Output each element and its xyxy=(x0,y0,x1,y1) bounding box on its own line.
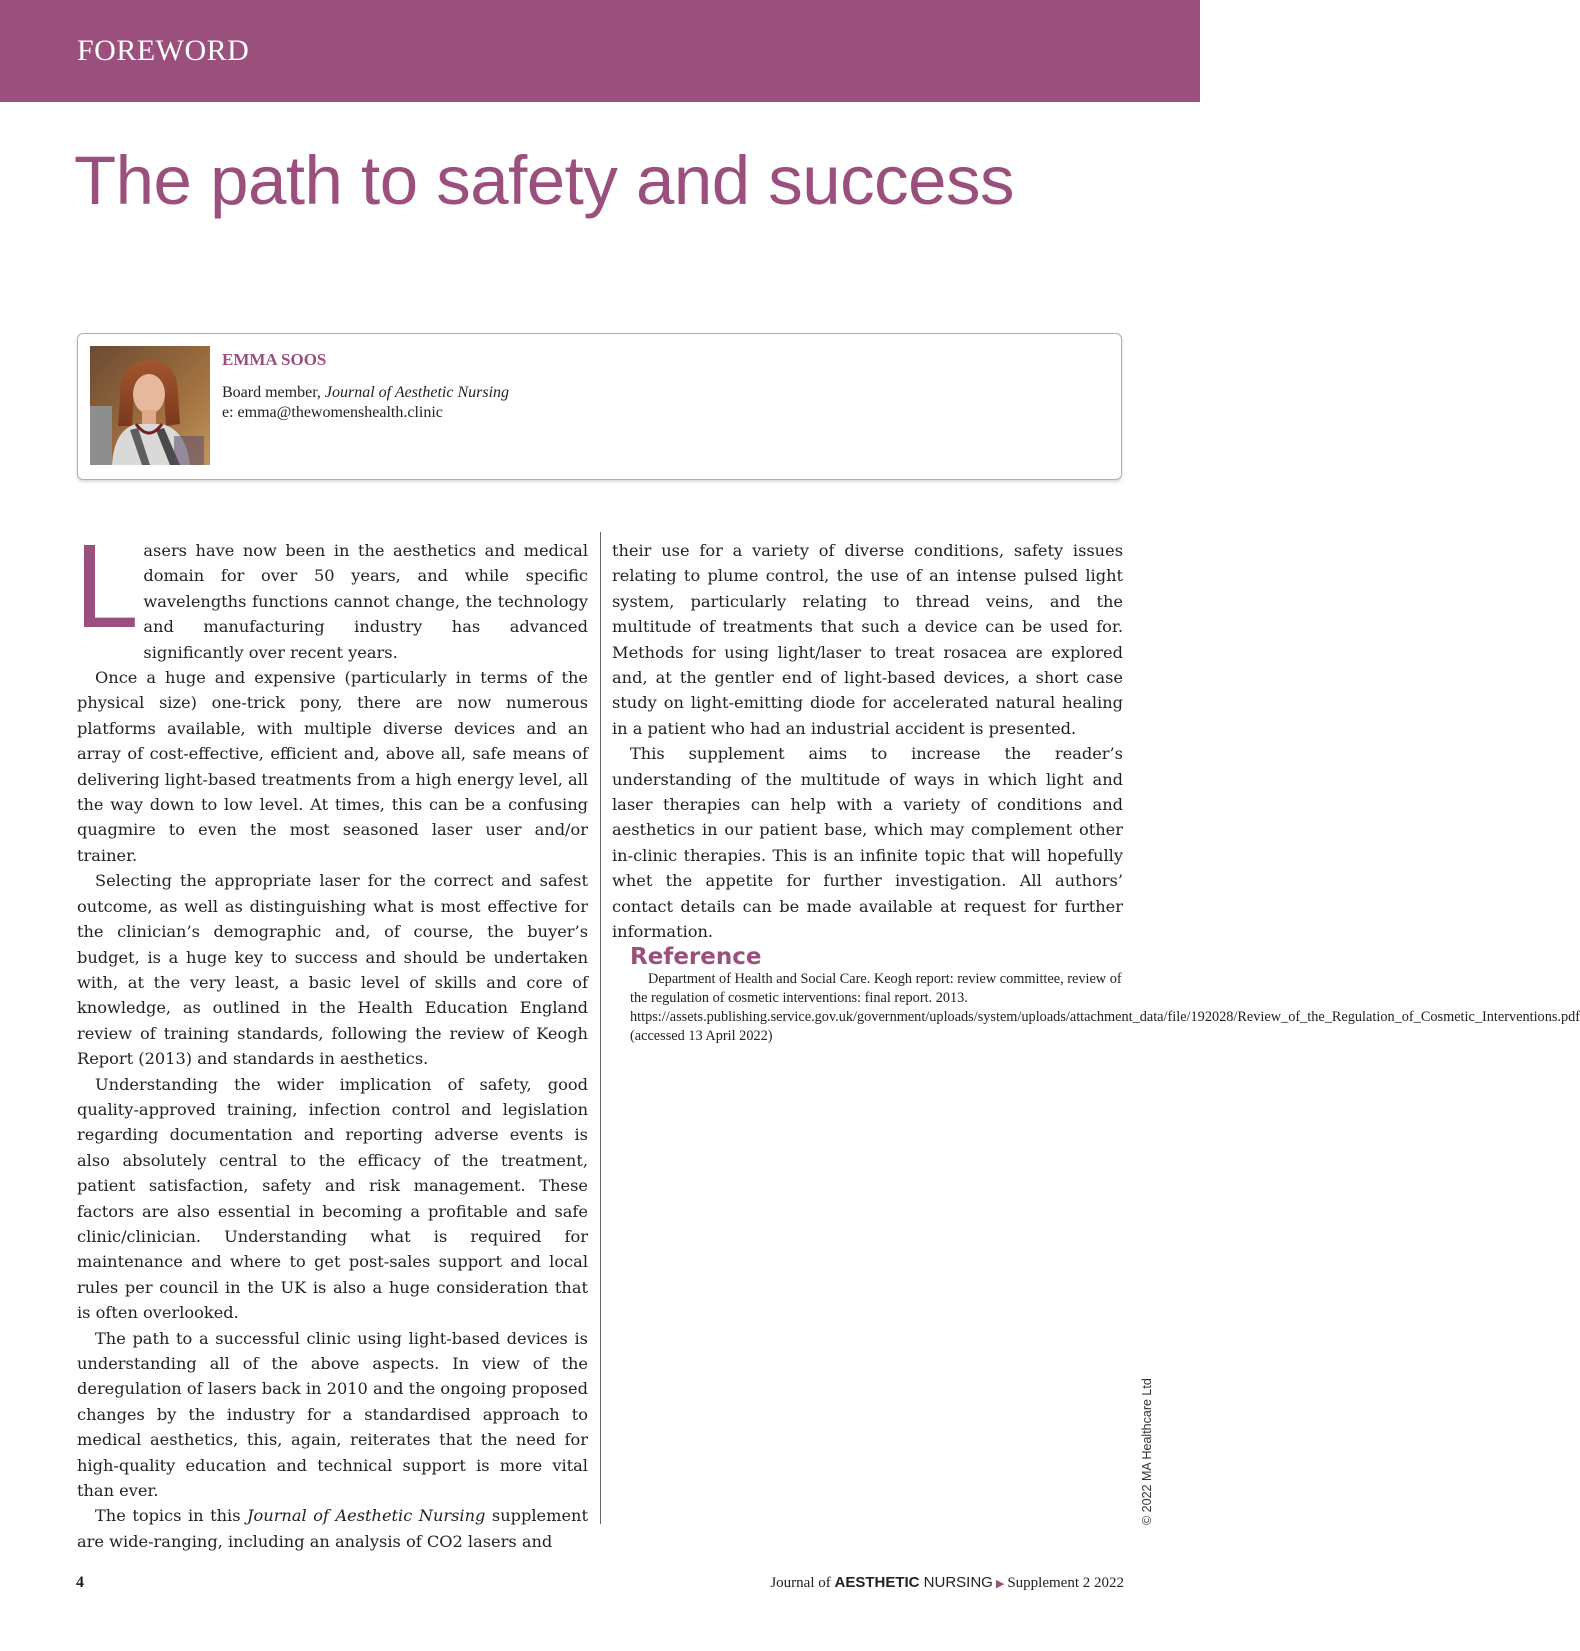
page-title: The path to safety and success xyxy=(74,142,1015,219)
author-role: Board member, Journal of Aesthetic Nursing xyxy=(222,384,510,401)
copyright-notice: © 2022 MA Healthcare Ltd xyxy=(1140,1378,1154,1525)
author-photo xyxy=(90,346,210,465)
author-portrait-image xyxy=(90,346,210,465)
section-label: FOREWORD xyxy=(77,34,250,67)
paragraph-2: Once a huge and expensive (particularly in terms of the physical size) one-trick pony, there are now numerous platforms available, with multiple diverse devices and an array of cost-effective, efficient and, above all, safe means of delivering light-based treatments from a high energy level, all the way down to low level. At times, this can be a confusing quagmire to even the most seasoned laser user and/or trainer. xyxy=(77,668,588,865)
reference-text: Department of Health and Social Care. Keogh report: review committee, review of the regulation of cosmetic interventions: final report. 2013. https://assets.publishing.service.gov.uk/government/uploads/system/uploads/attachment_data/file/192028/Review_of_the_Regulation_of_Cosmetic_Interventions.pdf (accessed 13 April 2022) xyxy=(630,970,1580,1044)
paragraph-3: Selecting the appropriate laser for the correct and safest outcome, as well as distinguishing what is most effective for the clinician’s demographic and, of course, the buyer’s budget, is a huge key to success and should be undertaken with, at the very least, a basic level of skills and core of knowledge, as outlined in the Health Education England review of training standards, following the review of Keogh Report (2013) and standards in aesthetics. xyxy=(77,871,588,1069)
paragraph-5: The path to a successful clinic using light-based devices is understanding all of the above aspects. In view of the deregulation of lasers back in 2010 and the ongoing proposed changes by the industry for a standardised approach to medical aesthetics, this, again, reiterates that the need for high-quality education and technical support is more vital than ever. xyxy=(77,1328,588,1501)
column-divider xyxy=(600,532,601,1524)
author-name: EMMA SOOS xyxy=(222,350,327,369)
article-column-right xyxy=(612,538,1580,1046)
dropcap: L xyxy=(73,524,136,654)
author-role-journal: Journal of Aesthetic Nursing xyxy=(324,384,510,401)
paragraph-8: This supplement aims to increase the reader’s understanding of the multitude of ways in which light and laser therapies can help with a variety of conditions and aesthetics in our patient base, which may complement other in-clinic therapies. This is an infinite topic that will hopefully whet the appetite for further investigation. All authors’ contact details can be made available at request for further information. xyxy=(612,744,1123,942)
reference-heading: Reference xyxy=(630,943,762,970)
article-column-left xyxy=(73,524,588,1554)
paragraph-1: Lasers have now been in the aesthetics and medical domain for over 50 years, and while specific wavelengths functions cannot change, the technology and manufacturing industry has advanced significantly over recent years. xyxy=(73,524,588,662)
triangle-right-icon: ▶ xyxy=(995,1578,1005,1590)
author-email: e: emma@thewomenshealth.clinic xyxy=(222,404,443,421)
journal-footer: Journal of AESTHETIC NURSING ▶ Supplement 2 2022 xyxy=(770,1574,1124,1591)
paragraph-6: The topics in this Journal of Aesthetic Nursing supplement are wide-ranging, including an analysis of CO2 lasers and xyxy=(77,1506,588,1551)
author-box xyxy=(77,333,1122,480)
header-banner xyxy=(0,0,1200,102)
page-number: 4 xyxy=(76,1574,84,1591)
paragraph-4: Understanding the wider implication of safety, good quality-approved training, infection control and legislation regarding documentation and reporting adverse events is also absolutely central to the efficacy of the treatment, patient satisfaction, safety and risk management. These factors are also essential in becoming a profitable and safe clinic/clinician. Understanding what is required for maintenance and where to get post-sales support and local rules per council in the UK is also a huge consideration that is often overlooked. xyxy=(77,1074,588,1323)
paragraph-7: their use for a variety of diverse conditions, safety issues relating to plume control, the use of an intense pulsed light system, particularly relating to thread veins, and the multitude of treatments that such a device can be used for. Methods for using light/laser to treat rosacea are explored and, at the gentler end of light-based devices, a short case study on light-emitting diode for accelerated natural healing in a patient who had an industrial accident is presented. xyxy=(612,541,1123,738)
